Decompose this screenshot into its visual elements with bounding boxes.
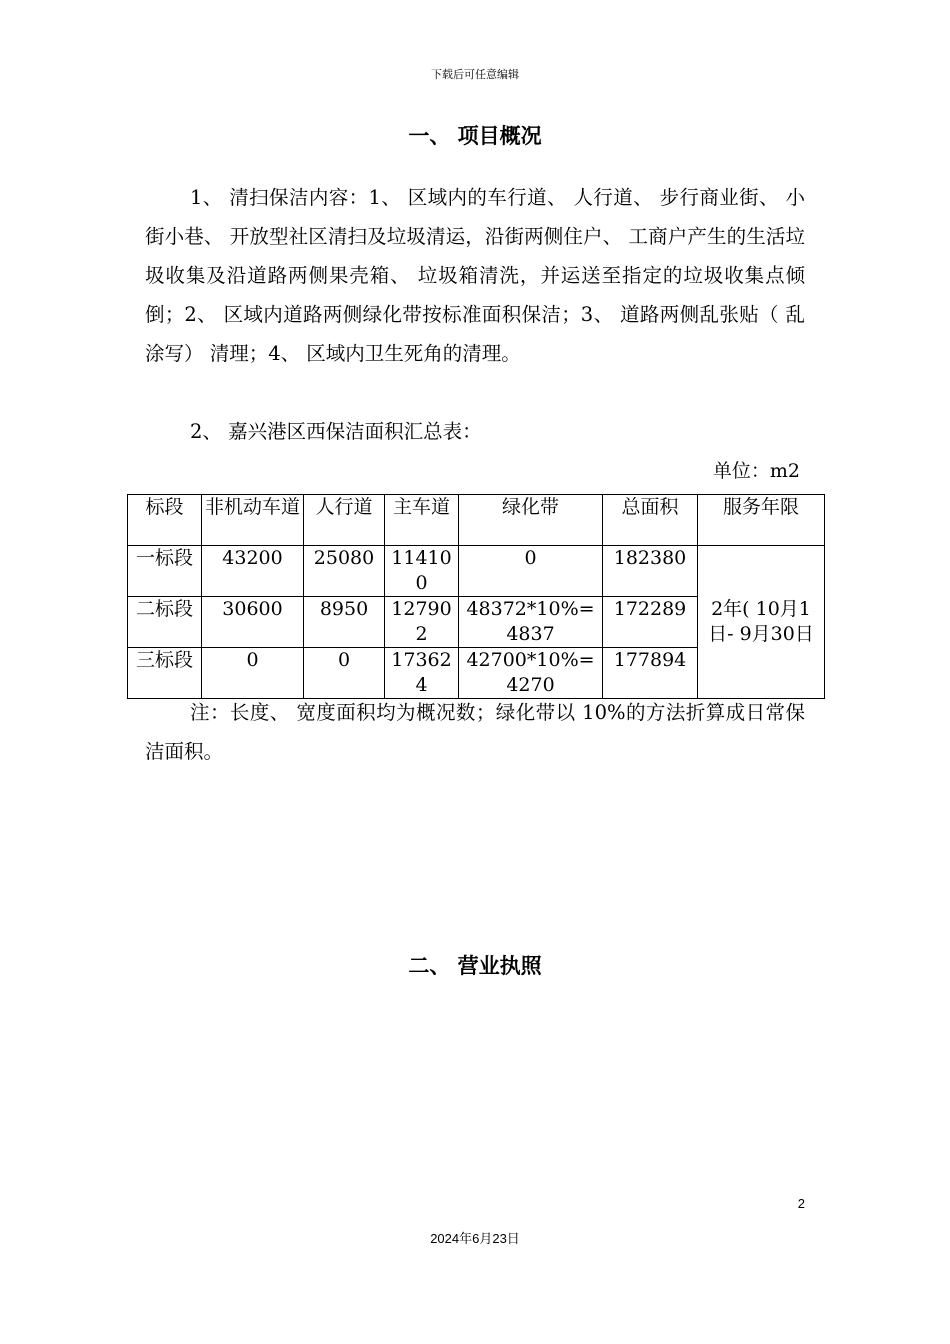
table-cell: 177894 <box>603 648 698 699</box>
table-cell: 127902 <box>385 597 459 648</box>
header-cell: 标段 <box>128 495 202 546</box>
header-note: 下载后可任意编辑 <box>431 68 519 81</box>
header-cell: 主车道 <box>385 495 459 546</box>
header-cell: 服务年限 <box>698 495 825 546</box>
table-cell: 30600 <box>202 597 304 648</box>
cleaning-content-paragraph: 1、 清扫保洁内容：1、 区域内的车行道、 人行道、 步行商业街、 小街小巷、 开放型社区清扫及垃圾清运，沿街两侧住户、 工商户产生的生活垃圾收集及沿道路两侧果壳箱、 垃圾箱清洗，并运送至指定的垃圾收集点倾倒；2、 区域内道路两侧绿化带按标准面积保洁；3、 道路两侧乱张贴（ 乱涂写） 清理；4、 区域内卫生死角的清理。 <box>145 186 805 365</box>
service-period-cell: 2年( 10月1日- 9月30日 <box>698 546 825 699</box>
table-cell: 0 <box>304 648 385 699</box>
table-cell: 48372*10%=4837 <box>459 597 603 648</box>
table-cell: 三标段 <box>128 648 202 699</box>
table-cell: 二标段 <box>128 597 202 648</box>
table-row <box>128 546 825 597</box>
table-cell: 172289 <box>603 597 698 648</box>
table-cell: 42700*10%=4270 <box>459 648 603 699</box>
section-title-overview: 一、 项目概况 <box>408 124 542 148</box>
table-cell: 182380 <box>603 546 698 597</box>
header-cell: 人行道 <box>304 495 385 546</box>
table-cell: 114100 <box>385 546 459 597</box>
table-cell: 25080 <box>304 546 385 597</box>
cleaning-area-table <box>127 494 825 699</box>
table-cell: 一标段 <box>128 546 202 597</box>
table-cell: 8950 <box>304 597 385 648</box>
table-cell: 0 <box>202 648 304 699</box>
summary-table-caption: 2、 嘉兴港区西保洁面积汇总表： <box>190 420 482 443</box>
area-note-paragraph: 注：长度、 宽度面积均为概况数；绿化带以 10%的方法折算成日常保洁面积。 <box>145 701 805 763</box>
header-cell: 总面积 <box>603 495 698 546</box>
header-cell: 非机动车道 <box>202 495 304 546</box>
header-cell: 绿化带 <box>459 495 603 546</box>
footer-date: 2024年6月23日 <box>430 1231 520 1246</box>
table-cell: 0 <box>459 546 603 597</box>
table-header-row <box>128 495 825 546</box>
table-cell: 173624 <box>385 648 459 699</box>
page-number: 2 <box>797 1196 805 1211</box>
section-title-license: 二、 营业执照 <box>408 954 542 978</box>
unit-label: 单位：m2 <box>712 460 800 482</box>
table-cell: 43200 <box>202 546 304 597</box>
